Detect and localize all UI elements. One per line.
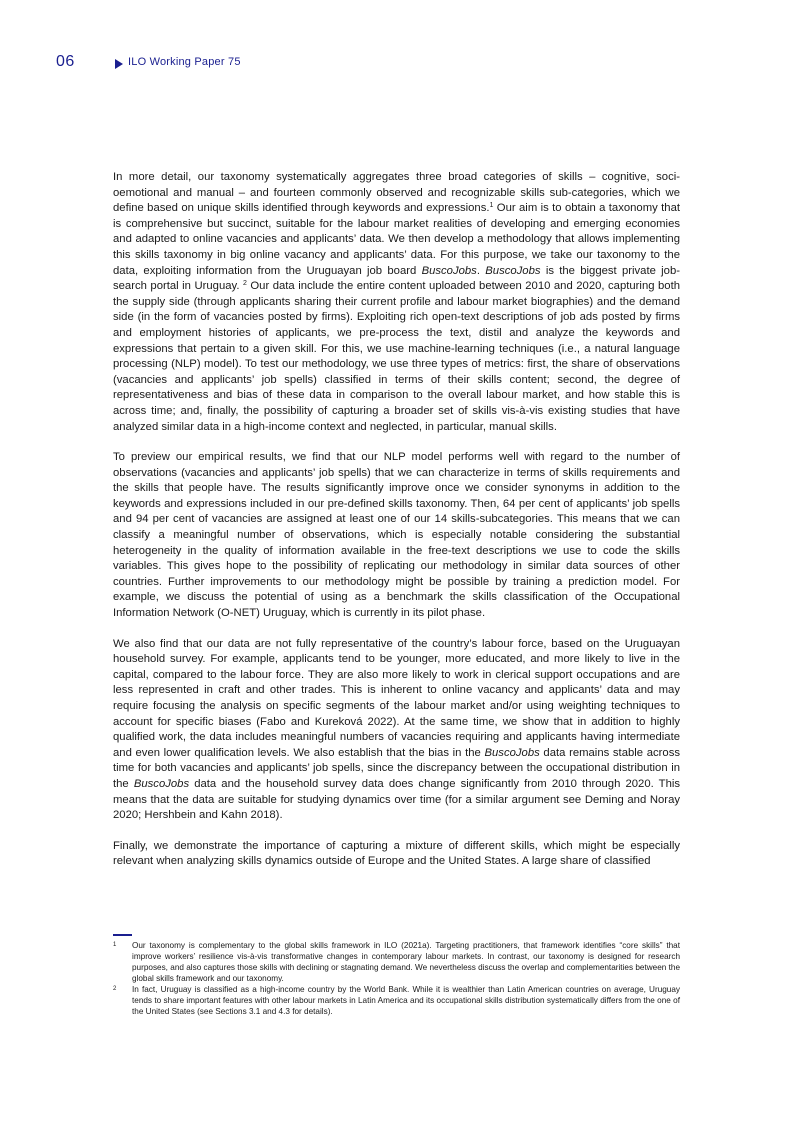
text-run: . [476, 264, 486, 277]
italic-text: BuscoJobs [485, 264, 541, 277]
text-run: Finally, we demonstrate the importance of capturing a mixture of different skills, which might be especially relevant when analyzing skills dynamics outside of Europe and the United States. A large share of classified [113, 839, 680, 868]
page-number: 06 [56, 53, 75, 70]
text-run: is the biggest private job-search portal in Uruguay. [113, 264, 680, 293]
paragraph [113, 839, 680, 870]
footnote-text: Our taxonomy is complementary to the global skills framework in ILO (2021a). Targeting practitioners, that framework identifies “core skills” that improve workers’ resilience vis-à-vis transformative changes in contemporary labour markets. In contrast, our taxonomy is designed for research purposes, and also captures those skills with declining or stagnating demand. We nevertheless discuss the overlap and complementarities between the global skills framework and our taxonomy. [132, 940, 680, 983]
footnote-ref: 1 [489, 202, 494, 210]
paragraph [113, 170, 680, 435]
series-title: ILO Working Paper 75 [128, 56, 241, 68]
text-run: Our data include the entire content uploaded between 2010 and 2020, capturing both the supply side (through applicants sharing their current profile and labour market biographies) and the demand side (in the form of vacancies posted by firms). Exploiting rich open-text descriptions of job ads posted by firms and employment histories of applicants, we pre-process the text, distil and analyze the keywords and expressions that pertain to a given skill. For this, we use machine-learning techniques (i.e., a natural language processing (NLP) model). To test our methodology, we use three types of metrics: first, the share of observations (vacancies and applicants’ job spells) classified in terms of their skills content; second, the degree of representativeness and bias of these data in comparison to the overall labour market, and how stable this is across time; and, finally, the possibility of capturing a broader set of skills vis-à-vis existing studies that have analyzed similar data in a high-income context and neglected, in particular, manual skills. [113, 280, 680, 433]
footnote-rule [113, 934, 132, 936]
text-run: data remains stable across time for both vacancies and applicants’ job spells, since the discrepancy between the occupational distribution in the [113, 746, 680, 790]
footnote-number: 1 [113, 941, 117, 948]
italic-text: BuscoJobs [133, 777, 190, 790]
text-run: Our aim is to obtain a taxonomy that is comprehensive but succinct, suitable for the labour market realities of developing and emerging economies and adapted to online vacancies and applicants’ data. We then develop a methodology that allows implementing this skills taxonomy in big online vacancy and applicants’ data. For this purpose, we take our taxonomy to the data, exploiting information from the Uruguayan job board [113, 202, 680, 277]
footnote-number: 2 [113, 985, 117, 992]
text-run: To preview our empirical results, we find that our NLP model performs well with regard to the number of observations (vacancies and applicants’ job spells) that we can characterize in terms of skills requirements and the skills that people have. The results significantly improve once we consider synonyms in addition to the keywords and expressions included in our pre-defined skills taxonomy. Then, 64 per cent of applicants’ job spells and 94 per cent of vacancies are assigned at least one of our 14 skills-subcategories. This means that we can classify a meaningful number of observations, which is especially notable considering the substantial heterogeneity in the quality of information available in the free-text descriptions we use to code the skills variables. This gives hope to the possibility of replicating our methodology in similar data sources of other countries. Further improvements to our methodology might be possible by training a prediction model. For example, we discuss the potential of using as a benchmark the skills classification of the Occupational Information Network (O-NET) Uruguay, which is currently in its pilot phase. [113, 451, 680, 620]
footnotes [113, 934, 680, 1017]
text-run: data and the household survey data does change significantly from 2010 through 2020. This means that the data are suitable for studying dynamics over time (for a similar argument see Deming and Noray 2020; Hershbein and Kahn 2018). [113, 777, 681, 822]
play-triangle-icon [115, 59, 123, 69]
text-run: In more detail, our taxonomy systematically aggregates three broad categories of skills – cognitive, socioemotional and manual – and fourteen commonly observed and recognizable skills sub-categories, which we define based on unique skills identified through keywords and expressions. [113, 171, 680, 215]
footnote-text: In fact, Uruguay is classified as a high-income country by the World Bank. While it is wealthier than Latin American countries on average, Uruguay tends to share important features with other labour markets in Latin America and its occupational skills distribution systematically differs from the one of the United States (see Sections 3.1 and 4.3 for details). [132, 984, 680, 1016]
paragraph [113, 450, 680, 622]
italic-text: BuscoJobs [421, 264, 477, 277]
footnote [113, 940, 680, 984]
italic-text: BuscoJobs [484, 746, 540, 759]
paragraph [113, 637, 680, 824]
footnote-ref: 2 [242, 280, 247, 288]
footnote [113, 984, 680, 1017]
running-header [56, 53, 696, 74]
body-text [113, 170, 680, 885]
text-run: We also find that our data are not fully representative of the country’s labour force, based on the Uruguayan household survey. For example, applicants tend to be younger, more educated, and more likely to live in the capital, compared to the labour force. They are also more likely to work in clerical support occupations and are less represented in craft and other trades. This is inherent to online vacancy and applicants’ data and may require focusing the analysis on specific segments of the labour market and/or using weighting techniques to account for specific biases (Fabo and Kureková 2022). At the same time, we show that in addition to highly qualified work, the data includes meaningful numbers of vacancies requiring and applicants having intermediate and even lower qualification levels. We also establish that the bias in the [113, 637, 680, 759]
